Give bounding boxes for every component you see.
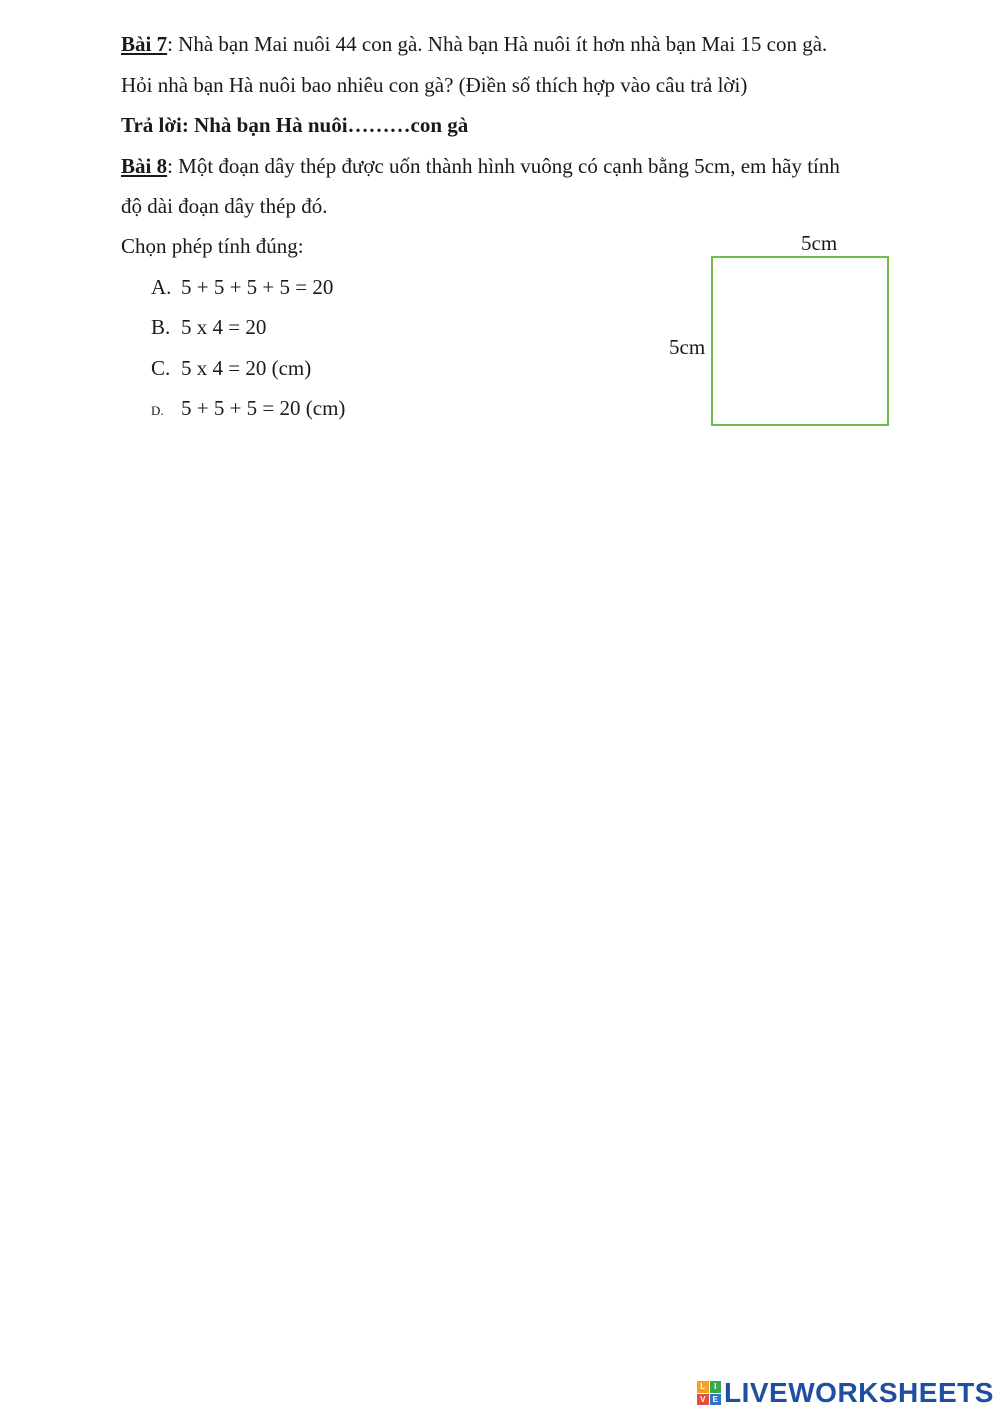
logo-tile-e: E: [710, 1394, 722, 1406]
liveworksheets-brand: [697, 1378, 994, 1408]
option-a-letter: A.: [151, 275, 172, 299]
option-a[interactable]: [151, 274, 333, 300]
option-a-text: 5 + 5 + 5 + 5 = 20: [181, 275, 334, 299]
bai7-answer-line: Trả lời: Nhà bạn Hà nuôi………con gà: [121, 113, 469, 137]
square-figure: [711, 256, 889, 426]
bai8-line-1: [121, 153, 840, 179]
option-b-text: 5 x 4 = 20: [181, 315, 267, 339]
bai8-question-text: : Một đoạn dây thép được uốn thành hình vuông có cạnh bằng 5cm, em hãy tính: [167, 154, 840, 178]
square-top-label: 5cm: [801, 231, 838, 255]
liveworksheets-wordmark: LIVEWORKSHEETS: [724, 1377, 994, 1408]
option-c[interactable]: [151, 355, 311, 381]
option-d-letter: D.: [151, 403, 164, 418]
option-b-letter: B.: [151, 315, 171, 339]
bai7-label: Bài 7: [121, 32, 168, 56]
option-c-text: 5 x 4 = 20 (cm): [181, 356, 312, 380]
logo-tile-i: I: [710, 1381, 722, 1393]
bai8-line-2: độ dài đoạn dây thép đó.: [121, 194, 328, 218]
bai7-question-text: : Nhà bạn Mai nuôi 44 con gà. Nhà bạn Hà nuôi ít hơn nhà bạn Mai 15 con gà.: [167, 32, 828, 56]
liveworksheets-logo-icon: [697, 1381, 721, 1405]
logo-tile-v: V: [697, 1394, 709, 1406]
option-c-letter: C.: [151, 356, 171, 380]
option-b[interactable]: [151, 314, 266, 340]
bai8-prompt: Chọn phép tính đúng:: [121, 234, 304, 258]
bai7-line-1: [121, 31, 827, 57]
option-d-text: 5 + 5 + 5 = 20 (cm): [181, 396, 346, 420]
square-side-label: 5cm: [669, 335, 706, 359]
bai8-label: Bài 8: [121, 154, 168, 178]
bai7-line-2: Hỏi nhà bạn Hà nuôi bao nhiêu con gà? (Điền số thích hợp vào câu trả lời): [121, 73, 748, 97]
option-d[interactable]: [151, 395, 345, 424]
logo-tile-l: L: [697, 1381, 709, 1393]
